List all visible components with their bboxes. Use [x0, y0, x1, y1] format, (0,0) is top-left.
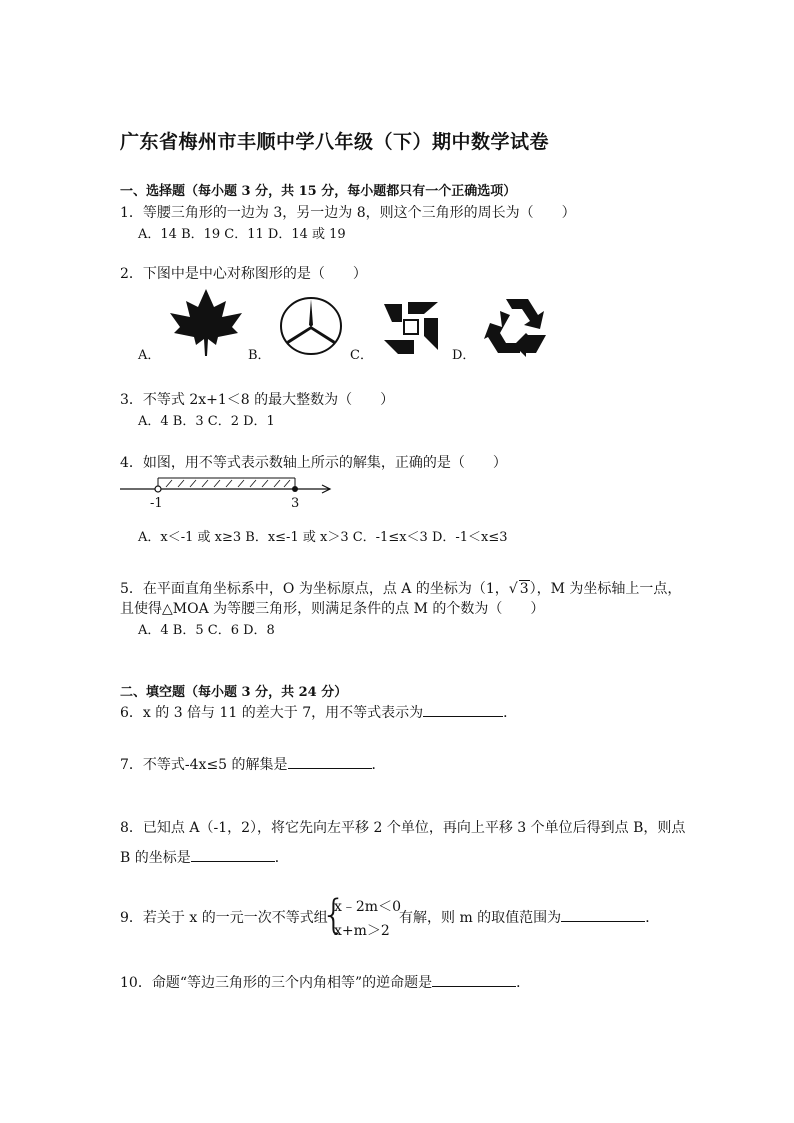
- q7-end: ．: [371, 757, 386, 773]
- q10-answer-blank[interactable]: [432, 972, 516, 987]
- q8-text: B 的坐标是: [120, 850, 191, 866]
- q8-line2: [120, 847, 289, 867]
- q10: [120, 972, 530, 992]
- q8-answer-blank[interactable]: [191, 847, 275, 862]
- axis-label-minus-one: -1: [150, 496, 163, 511]
- q3-options: A．4 B．3 C．2 D．1: [138, 414, 275, 429]
- q6-answer-blank[interactable]: [423, 702, 503, 717]
- q9-system-line2: x+m＞2: [334, 923, 390, 939]
- q9-system-line1: x﹣2m＜0: [334, 899, 401, 915]
- section-heading-fill: 二、填空题（每小题 3 分，共 24 分）: [120, 685, 348, 700]
- q5-line1-a: 5．在平面直角坐标系中，O 为坐标原点，点 A 的坐标为（1，: [120, 581, 509, 597]
- pinwheel-icon: [380, 300, 442, 356]
- three-pointed-star-icon: [278, 295, 344, 357]
- q4-stem: 4．如图，用不等式表示数轴上所示的解集，正确的是（ ）: [120, 455, 507, 471]
- axis-label-three: 3: [291, 496, 300, 511]
- q9-end: ．: [645, 910, 660, 926]
- q1-stem: 1．等腰三角形的一边为 3，另一边为 8，则这个三角形的周长为（ ）: [120, 205, 576, 221]
- q2-label-a: A．: [138, 348, 161, 363]
- q9-text: 有解，则 m 的取值范围为: [399, 910, 562, 926]
- brace-icon: {: [321, 892, 347, 938]
- q5-options: A．4 B．5 C．6 D．8: [138, 623, 275, 638]
- q6: [120, 702, 517, 722]
- q9-tail: [399, 907, 659, 927]
- q2-label-d: D．: [452, 348, 476, 363]
- q7-text: 7．不等式-4x≤5 的解集是: [120, 757, 288, 773]
- q5-line1-b: ），M 为坐标轴上一点，: [529, 581, 682, 597]
- q6-end: ．: [503, 705, 518, 721]
- q8-end: ．: [274, 850, 289, 866]
- q2-stem: 2．下图中是中心对称图形的是（ ）: [120, 266, 367, 282]
- sqrt-sign: √: [508, 581, 518, 597]
- q5-line2: 且使得△MOA 为等腰三角形，则满足条件的点 M 的个数为（ ）: [120, 601, 545, 617]
- sqrt-argument: 3: [519, 581, 529, 597]
- q4-options: A．x＜-1 或 x≥3 B．x≤-1 或 x＞3 C．-1≤x＜3 D．-1＜x≤3: [138, 530, 508, 545]
- q1-options: A．14 B．19 C．11 D．14 或 19: [138, 227, 346, 242]
- page-title: 广东省梅州市丰顺中学八年级（下）期中数学试卷: [120, 131, 550, 153]
- q7-answer-blank[interactable]: [288, 754, 372, 769]
- q5-line1: [120, 578, 681, 598]
- q8-line1: 8．已知点 A（-1，2），将它先向左平移 2 个单位，再向上平移 3 个单位后得到点 B，则点: [120, 820, 686, 836]
- q10-text: 10．命题“等边三角形的三个内角相等”的逆命题是: [120, 975, 433, 991]
- q10-end: ．: [516, 975, 531, 991]
- q9-lead: 9．若关于 x 的一元一次不等式组: [120, 910, 328, 926]
- q3-stem: 3．不等式 2x+1＜8 的最大整数为（ ）: [120, 392, 395, 408]
- recycle-icon: [484, 295, 550, 357]
- section-heading-choice: 一、选择题（每小题 3 分，共 15 分，每小题都只有一个正确选项）: [120, 184, 517, 199]
- q9-answer-blank[interactable]: [561, 907, 645, 922]
- q6-text: 6．x 的 3 倍与 11 的差大于 7，用不等式表示为: [120, 705, 424, 721]
- maple-leaf-icon: [166, 287, 246, 357]
- q2-label-c: C．: [350, 348, 373, 363]
- q7: [120, 754, 386, 774]
- q2-label-b: B．: [248, 348, 271, 363]
